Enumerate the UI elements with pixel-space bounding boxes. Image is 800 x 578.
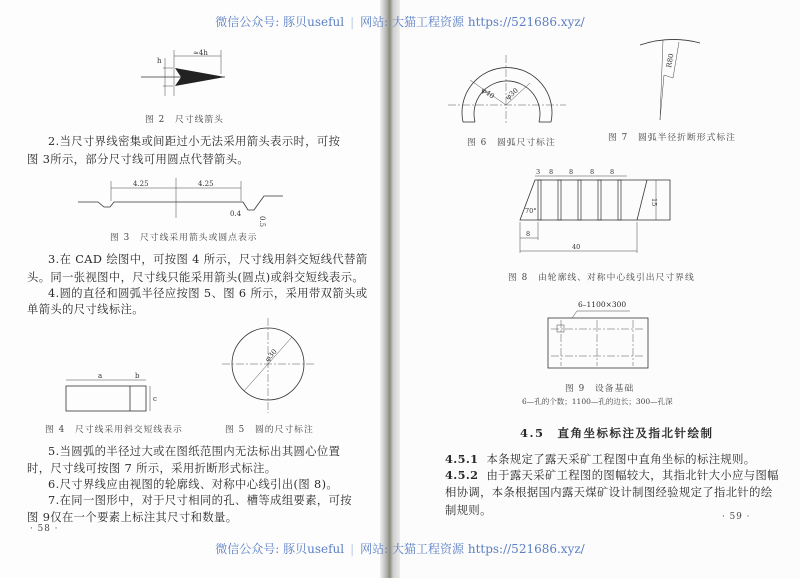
fig8-slot: [598, 180, 601, 220]
figure-3-dimension-dots: [78, 178, 288, 228]
watermark-account: 微信公众号: 豚贝useful: [215, 15, 345, 29]
para-4-line1: 4.圆的直径和圆弧半径应按图 5、图 6 所示，采用带双箭头或: [48, 287, 368, 300]
figure-5-circle: [220, 318, 320, 418]
figure-8-extension-lines: [510, 168, 685, 258]
page-number-right: · 59 ·: [722, 512, 751, 522]
fig3-dim4: 0.5: [258, 216, 266, 228]
watermark-separator: |: [350, 15, 355, 29]
fig8-slot: [538, 180, 541, 220]
fig9-label: 6–1100×300: [578, 300, 627, 309]
clause-4-5-2: [445, 467, 779, 483]
left-page: [0, 0, 386, 578]
clause-4-5-2-line3: 制规则。: [445, 504, 492, 517]
fig8-height: 15: [650, 198, 658, 207]
section-heading: 4.5 直角坐标标注及指北针绘制: [520, 426, 714, 440]
figure-4-rectangle: [64, 370, 164, 415]
para-5-line1: 5.当圆弧的半径过大或在图纸范围内无法标出其圆心位置: [48, 445, 341, 458]
fig6-dim1: φ40: [479, 86, 496, 101]
para-2-line1: 2.当尺寸界线密集或间距过小无法采用箭头表示时，可按: [48, 135, 341, 148]
figure-6-arc: [448, 55, 568, 130]
watermark-account: 微信公众号: 豚贝useful: [215, 542, 345, 556]
fig4-label-b: b: [135, 372, 140, 380]
fig2-label-4h: ≈4h: [193, 49, 208, 57]
fig2-label-h: h: [157, 57, 162, 65]
fig8-dim-8b: 8: [569, 168, 574, 176]
right-page: [400, 0, 800, 578]
clause-4-5-2-line2: 相协调，本条根据国内露天煤矿设计制图经验规定了指北针的绘: [445, 486, 773, 499]
fig8-bottom-small: 8: [526, 230, 531, 238]
fig6-caption: 图 6 圆弧尺寸标注: [467, 138, 556, 148]
fig8-slot: [618, 180, 621, 220]
fig3-caption: 图 3 尺寸线采用箭头或圆点表示: [110, 233, 258, 243]
clause-text: 本条规定了露天采矿工程图中直角坐标的标注规则。: [486, 453, 756, 466]
fig5-dim: φ30: [263, 347, 279, 364]
fig7-caption: 图 7 圆弧半径折断形式标注: [608, 133, 736, 143]
fig4-label-a: a: [98, 372, 103, 380]
page-number-left: · 58 ·: [30, 524, 59, 534]
watermark-top: [0, 13, 800, 30]
para-7-line1: 7.在同一图形中，对于尺寸相同的孔、槽等成组要素，可按: [48, 494, 353, 507]
fig7-dim: R80: [665, 52, 676, 69]
para-2-line2: 图 3所示，部分尺寸线可用圆点代替箭头。: [27, 153, 250, 166]
fig5-caption: 图 5 圆的尺寸标注: [225, 425, 314, 435]
fig8-angle: 70°: [525, 207, 537, 215]
fig8-caption: 图 8 由轮廓线、对称中心线引出尺寸界线: [508, 273, 695, 283]
watermark-site: 网站: 大猫工程资源 https://521686.xyz/: [360, 15, 585, 29]
para-5-line2: 时，尺寸线可按图 7 所示，采用折断形式标注。: [27, 462, 277, 475]
para-4-line2: 单箭头的尺寸线标注。: [27, 303, 144, 316]
fig6-dim2: φ30: [504, 86, 520, 102]
para-3-line1: 3.在 CAD 绘图中，可按图 4 所示，尺寸线用斜交短线代替箭: [48, 253, 368, 266]
fig2-caption: 图 2 尺寸线箭头: [145, 115, 224, 125]
watermark-bottom: [0, 540, 800, 557]
figure-2-arrow: [135, 48, 235, 108]
fig8-dim-8c: 8: [590, 168, 595, 176]
clause-number: 4.5.2: [445, 468, 479, 482]
fig8-bottom-total: 40: [572, 243, 581, 251]
fig8-dim-3: 3: [536, 168, 541, 176]
fig8-dim-8a: 8: [549, 168, 554, 176]
clause-4-5-1: [445, 451, 755, 467]
fig8-slot: [578, 180, 581, 220]
fig3-dim1: 4.25: [133, 180, 149, 188]
watermark-separator: |: [350, 542, 355, 556]
fig8-slot: [558, 180, 561, 220]
figure-9-equipment-foundation: [545, 308, 655, 373]
fig9-note: 6—孔的个数；1100—孔的边长；300—孔深: [522, 397, 673, 406]
para-7-line2: 图 9仅在一个要素上标注其尺寸和数量。: [27, 511, 238, 524]
watermark-site: 网站: 大猫工程资源 https://521686.xyz/: [360, 542, 585, 556]
para-6-line1: 6.尺寸界线应由视图的轮廓线、对称中心线引出(图 8)。: [48, 478, 339, 491]
fig3-dim2: 4.25: [198, 180, 214, 188]
fig9-caption: 图 9 设备基础: [565, 384, 635, 394]
fig4-caption: 图 4 尺寸线采用斜交短线表示: [45, 425, 183, 435]
fig4-label-c: c: [153, 395, 157, 403]
clause-number: 4.5.1: [445, 452, 479, 466]
book-spine: [380, 0, 402, 578]
para-3-line2: 头。同一张视图中，尺寸线只能采用箭头(圆点)或斜交短线表示。: [27, 271, 365, 284]
figure-7-broken-radius: [635, 30, 705, 125]
fig8-dim-8d: 8: [610, 168, 615, 176]
clause-text: 由于露天采矿工程图的图幅较大，其指北针大小应与图幅: [486, 469, 779, 482]
fig3-dim3: 0.4: [230, 210, 242, 218]
